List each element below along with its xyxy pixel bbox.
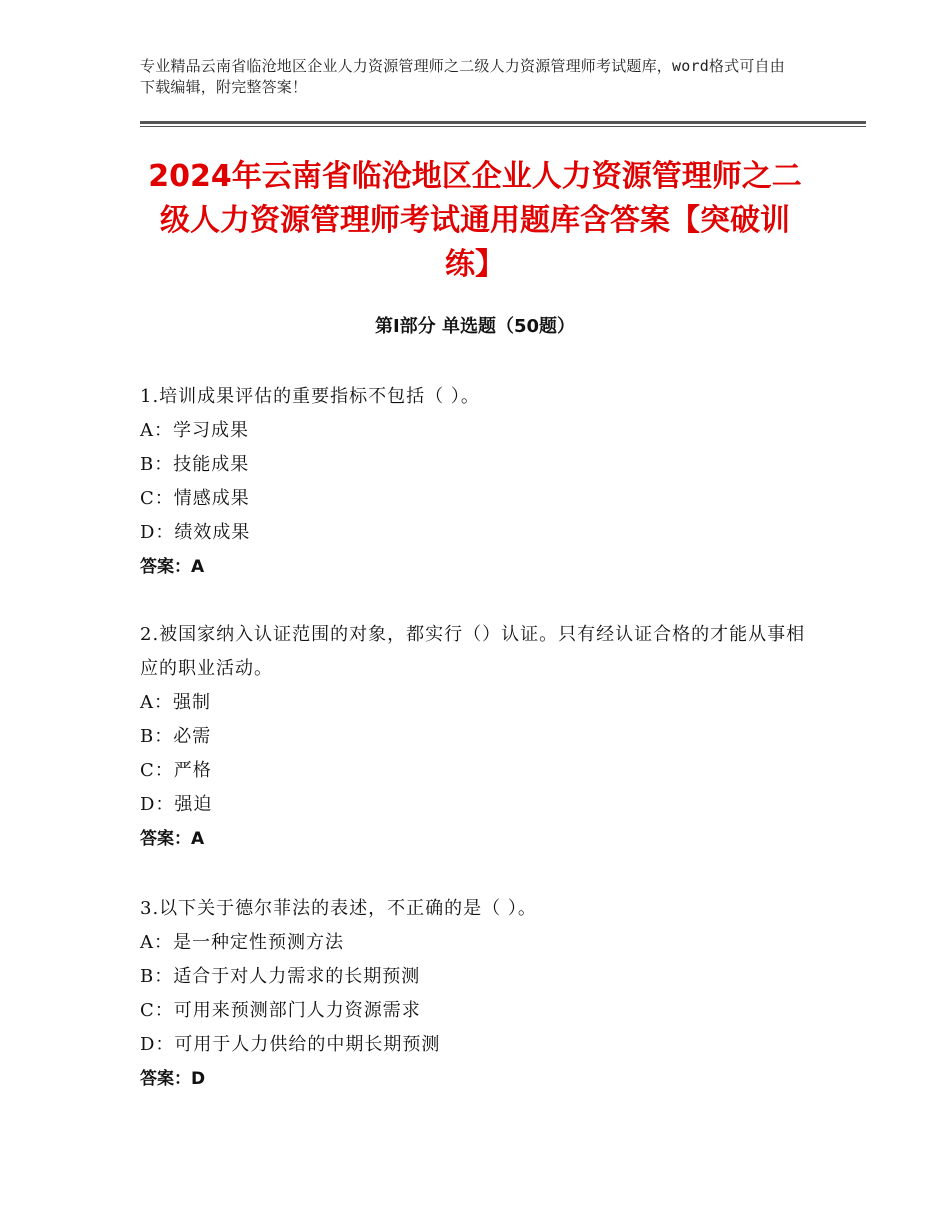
question-stem: 2.被国家纳入认证范围的对象，都实行（）认证。只有经认证合格的才能从事相应的职业活动。 <box>140 624 806 679</box>
option-d: D：绩效成果 <box>140 522 251 543</box>
section-title: 第Ⅰ部分 单选题（50题） <box>374 316 575 337</box>
option-c: C：情感成果 <box>140 488 250 509</box>
header-divider <box>140 121 866 127</box>
option-a: A：学习成果 <box>140 420 249 441</box>
question-1 <box>140 380 820 584</box>
option-d: D：强迫 <box>140 794 213 815</box>
document-title: 2024年云南省临沧地区企业人力资源管理师之二级人力资源管理师考试通用题库含答案【突破训练】 <box>148 159 802 282</box>
answer: 答案：A <box>140 829 205 849</box>
question-3 <box>140 892 820 1096</box>
option-b: B：技能成果 <box>140 454 250 475</box>
answer: 答案：D <box>140 1069 206 1089</box>
option-b: B：必需 <box>140 726 212 747</box>
answer: 答案：A <box>140 557 205 577</box>
option-a: A：强制 <box>140 692 211 713</box>
question-stem: 3.以下关于德尔菲法的表述，不正确的是（ ）。 <box>140 898 537 919</box>
header-note: 专业精品云南省临沧地区企业人力资源管理师之二级人力资源管理师考试题库，word格式可自由下载编辑，附完整答案！ <box>140 57 785 96</box>
option-d: D：可用于人力供给的中期长期预测 <box>140 1034 441 1055</box>
option-c: C：可用来预测部门人力资源需求 <box>140 1000 421 1021</box>
option-c: C：严格 <box>140 760 212 781</box>
question-2 <box>140 618 820 856</box>
question-stem: 1.培训成果评估的重要指标不包括（ ）。 <box>140 386 480 407</box>
option-b: B：适合于对人力需求的长期预测 <box>140 966 421 987</box>
option-a: A：是一种定性预测方法 <box>140 932 344 953</box>
